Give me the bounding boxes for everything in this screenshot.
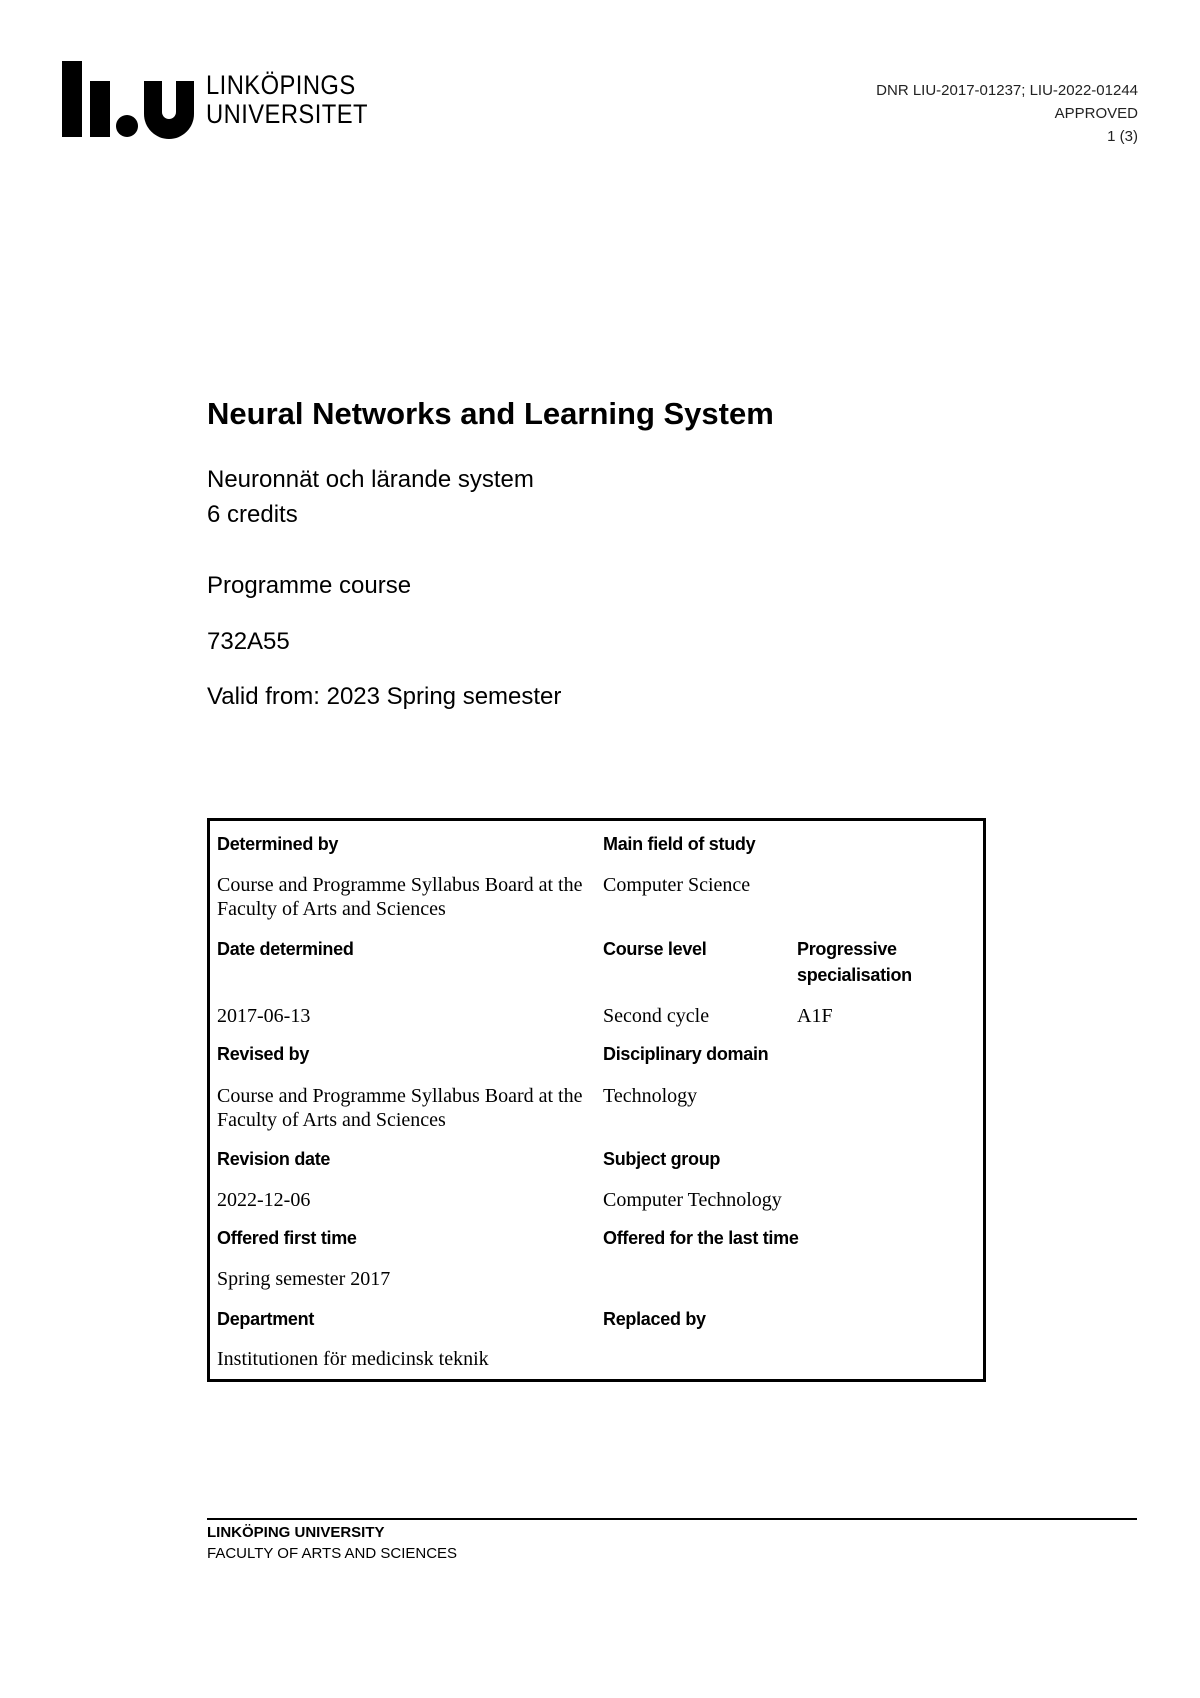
main-field-value: Computer Science [603, 874, 751, 896]
offered-first-label: Offered first time [217, 1228, 357, 1248]
department-value: Institutionen för medicinsk teknik [217, 1348, 489, 1370]
liu-logo-mark [62, 61, 194, 139]
course-credits: 6 credits [207, 501, 298, 528]
footer-university: LINKÖPING UNIVERSITY [207, 1524, 385, 1541]
replaced-by-label: Replaced by [603, 1309, 706, 1329]
course-type: Programme course [207, 572, 412, 599]
footer-faculty: FACULTY OF ARTS AND SCIENCES [207, 1545, 458, 1562]
subject-group-label: Subject group [603, 1149, 721, 1169]
offered-first-value: Spring semester 2017 [217, 1268, 391, 1290]
revision-date-value: 2022-12-06 [217, 1189, 311, 1211]
university-logo [62, 60, 390, 140]
date-determined-value: 2017-06-13 [217, 1005, 311, 1027]
date-determined-label: Date determined [217, 939, 354, 959]
logo-wordmark [206, 71, 390, 129]
revision-date-label: Revision date [217, 1149, 331, 1169]
disciplinary-domain-label: Disciplinary domain [603, 1044, 769, 1064]
course-code: 732A55 [207, 628, 290, 655]
page-number: 1 (3) [1107, 128, 1138, 145]
disciplinary-domain-value: Technology [603, 1085, 698, 1107]
offered-last-label: Offered for the last time [603, 1228, 799, 1248]
course-subtitle-block [207, 462, 534, 532]
revised-by-value: Course and Programme Syllabus Board at the Faculty of Arts and Sciences [217, 1085, 583, 1131]
approval-status: APPROVED [1054, 105, 1138, 122]
determined-by-label: Determined by [217, 834, 339, 854]
subject-group-value: Computer Technology [603, 1189, 782, 1211]
document-meta [876, 79, 1138, 148]
swedish-title: Neuronnät och lärande system [207, 466, 534, 493]
footer-divider [207, 1518, 1137, 1520]
course-info-table [207, 818, 986, 1382]
course-title: Neural Networks and Learning System [207, 396, 774, 431]
valid-from: Valid from: 2023 Spring semester [207, 683, 562, 710]
determined-by-value: Course and Programme Syllabus Board at the Faculty of Arts and Sciences [217, 874, 583, 920]
course-level-value: Second cycle [603, 1005, 710, 1027]
progressive-specialisation-value: A1F [797, 1005, 833, 1027]
course-level-label: Course level [603, 939, 707, 959]
department-label: Department [217, 1309, 315, 1329]
logo-line-2: UNIVERSITET [206, 99, 368, 129]
logo-line-1: LINKÖPINGS [206, 70, 356, 100]
dnr-number: DNR LIU-2017-01237; LIU-2022-01244 [876, 82, 1138, 99]
revised-by-label: Revised by [217, 1044, 310, 1064]
progressive-specialisation-label: Progressive specialisation [797, 939, 912, 985]
main-field-label: Main field of study [603, 834, 756, 854]
